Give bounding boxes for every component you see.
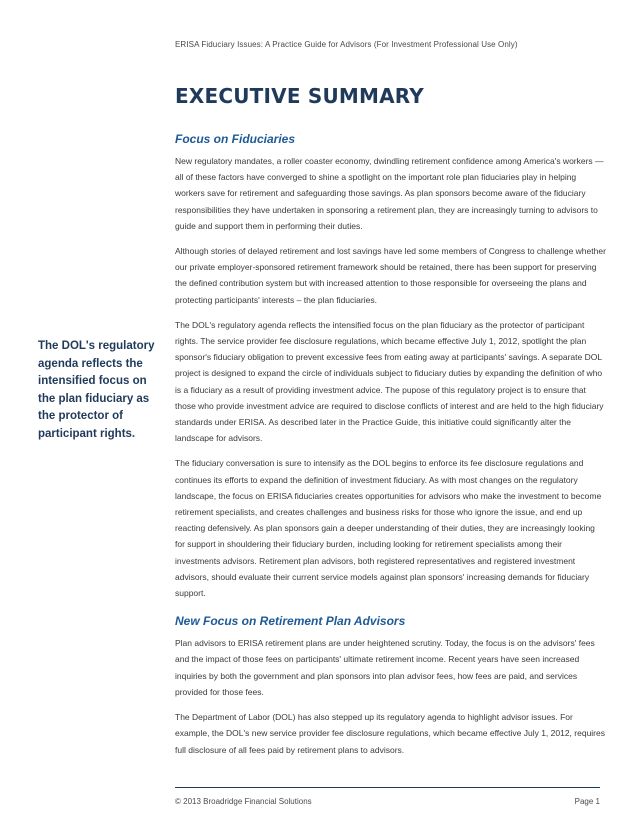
pull-quote: The DOL's regulatory agenda reflects the intensified focus on the plan fiduciary as the protector of participant rights. xyxy=(38,340,155,440)
section-new-focus-on-advisors xyxy=(175,613,607,757)
page-number: Page 1 xyxy=(574,797,600,806)
page-title: EXECUTIVE SUMMARY xyxy=(175,84,424,108)
running-header: ERISA Fiduciary Issues: A Practice Guide for Advisors (For Investment Professional Use Only) xyxy=(175,40,518,49)
body-paragraph: The DOL's regulatory agenda reflects the intensified focus on the plan fiduciary as the protector of participant rights. The service provider fee disclosure regulations, which became effective July 1, 2012, spotlight the plan sponsor's fiduciary obligation to prevent excessive fees from eating away at participants' savings. A separate DOL project is designed to expand the circle of individuals subject to fiduciary duties by expanding the definition of who is a fiduciary as a result of providing investment advice. The pupose of this regulatory project is to ensure that those who provide investment advice are required to disclose conflicts of interest and are held to the high fiduciary standards under ERISA. As described later in the Practice Guide, this initiative could significantly alter the landscape for advisors. xyxy=(175,319,604,444)
section-focus-on-fiduciaries xyxy=(175,131,607,601)
body-paragraph: New regulatory mandates, a roller coaster economy, dwindling retirement confidence among America's workers — all of these factors have converged to shine a spotlight on the important role plan fiduciaries play in helping workers save for retirement and safeguarding those savings. As plan sponsors become aware of the fiduciary responsibilities they have undertaken in sponsoring a retirement plan, they are increasingly turning to advisors to guide and support them in performing their duties. xyxy=(175,156,604,231)
section-heading: New Focus on Retirement Plan Advisors xyxy=(175,614,406,629)
footer-divider xyxy=(175,787,600,788)
body-paragraph: The fiduciary conversation is sure to intensify as the DOL begins to enforce its fee disclosure regulations and continues its efforts to expand the definition of investment fiduciary. As with most changes on the regulatory landscape, the focus on ERISA fiduciaries creates opportunities for advisors who make the investment to become retirement specialists, and creates challenges and business risks for those who ignore the issue, and end up reacting defensively. As plan sponsors gain a deeper understanding of their duties, they are increasingly looking for support in shouldering their fiduciary burden, including looking for retirement specialists among their investments advisors. Retirement plan advisors, both registered representatives and registered investment advisors, should evaluate their current service models against plan sponsors' increasing demands for fiduciary support. xyxy=(175,458,602,599)
footer-copyright: © 2013 Broadridge Financial Solutions xyxy=(175,797,312,806)
body-paragraph: Plan advisors to ERISA retirement plans are under heightened scrutiny. Today, the focus is on the advisors' fees and the impact of those fees on participants' ultimate retirement income. Recent years have seen increased inquiries by both the government and plan sponsors into plan advisor fees, how fees are paid, and services provided for those fees. xyxy=(175,638,595,697)
body-paragraph: Although stories of delayed retirement and lost savings have led some members of Congress to challenge whether our private employer-sponsored retirement framework should be retained, there has been support for preserving the defined contribution system but with increased attention to those responsible for overseeing the plans and protecting participants' interests – the plan fiduciaries. xyxy=(175,246,606,305)
body-paragraph: The Department of Labor (DOL) has also stepped up its regulatory agenda to highlight advisor issues. For example, the DOL's new service provider fee disclosure regulations, which became effective July 1, 2012, requires full disclosure of all fees paid by retirement plans to advisors. xyxy=(175,712,605,755)
main-content xyxy=(175,131,607,767)
section-heading: Focus on Fiduciaries xyxy=(175,132,296,146)
